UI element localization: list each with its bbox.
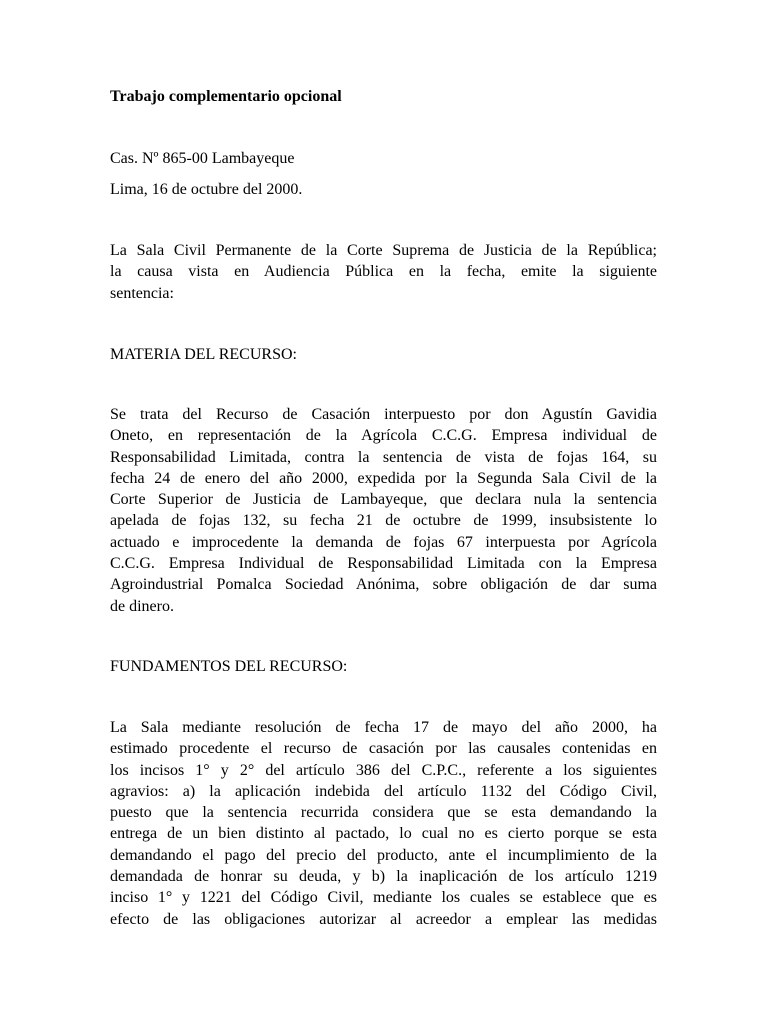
- paragraph-line: los incisos 1° y 2° del artículo 386 del C.P.C., referente a los siguientes: [110, 761, 657, 779]
- paragraph-line: de dinero.: [110, 597, 174, 615]
- paragraph-line: Responsabilidad Limitada, contra la sentencia de vista de fojas 164, su: [110, 448, 657, 466]
- paragraph-line: estimado procedente el recurso de casación por las causales contenidas en: [110, 740, 657, 758]
- date-line: Lima, 16 de octubre del 2000.: [110, 181, 303, 198]
- paragraph-line: apelada de fojas 132, su fecha 21 de octubre de 1999, insubsistente lo: [110, 512, 657, 530]
- section-heading-fundamentos: FUNDAMENTOS DEL RECURSO:: [110, 658, 348, 675]
- fundamentos-paragraph: [110, 717, 657, 930]
- paragraph-line: fecha 24 de enero del año 2000, expedida por la Segunda Sala Civil de la: [110, 469, 657, 487]
- paragraph-line: Oneto, en representación de la Agrícola C.C.G. Empresa individual de: [110, 427, 657, 445]
- paragraph-line: inciso 1° y 1221 del Código Civil, mediante los cuales se establece que es: [110, 889, 657, 907]
- case-number: Cas. Nº 865-00 Lambayeque: [110, 150, 295, 167]
- paragraph-line: puesto que la sentencia recurrida considera que se esta demandando la: [110, 804, 657, 822]
- intro-line: la causa vista en Audiencia Pública en la fecha, emite la siguiente: [110, 263, 657, 281]
- paragraph-line: Agroindustrial Pomalca Sociedad Anónima, sobre obligación de dar suma: [110, 576, 657, 594]
- paragraph-line: actuado e improcedente la demanda de fojas 67 interpuesta por Agrícola: [110, 533, 657, 551]
- paragraph-line: entrega de un bien distinto al pactado, lo cual no es cierto porque se esta: [110, 825, 657, 843]
- materia-paragraph: [110, 404, 657, 617]
- paragraph-line: demandando el pago del precio del producto, ante el incumplimiento de la: [110, 846, 657, 864]
- paragraph-line: C.C.G. Empresa Individual de Responsabilidad Limitada con la Empresa: [110, 555, 657, 573]
- intro-line: sentencia:: [110, 284, 174, 302]
- paragraph-line: Se trata del Recurso de Casación interpuesto por don Agustín Gavidia: [110, 406, 657, 423]
- paragraph-line: efecto de las obligaciones autorizar al acreedor a emplear las medidas: [110, 910, 657, 928]
- document-title: Trabajo complementario opcional: [110, 88, 342, 105]
- paragraph-line: demandada de honrar su deuda, y b) la inaplicación de los artículo 1219: [110, 868, 657, 886]
- intro-line: La Sala Civil Permanente de la Corte Suprema de Justicia de la República;: [110, 242, 657, 259]
- paragraph-line: Corte Superior de Justicia de Lambayeque, que declara nula la sentencia: [110, 491, 657, 509]
- section-heading-materia: MATERIA DEL RECURSO:: [110, 346, 297, 363]
- paragraph-line: La Sala mediante resolución de fecha 17 de mayo del año 2000, ha: [110, 719, 657, 736]
- intro-paragraph: [110, 240, 657, 304]
- paragraph-line: agravios: a) la aplicación indebida del artículo 1132 del Código Civil,: [110, 782, 657, 800]
